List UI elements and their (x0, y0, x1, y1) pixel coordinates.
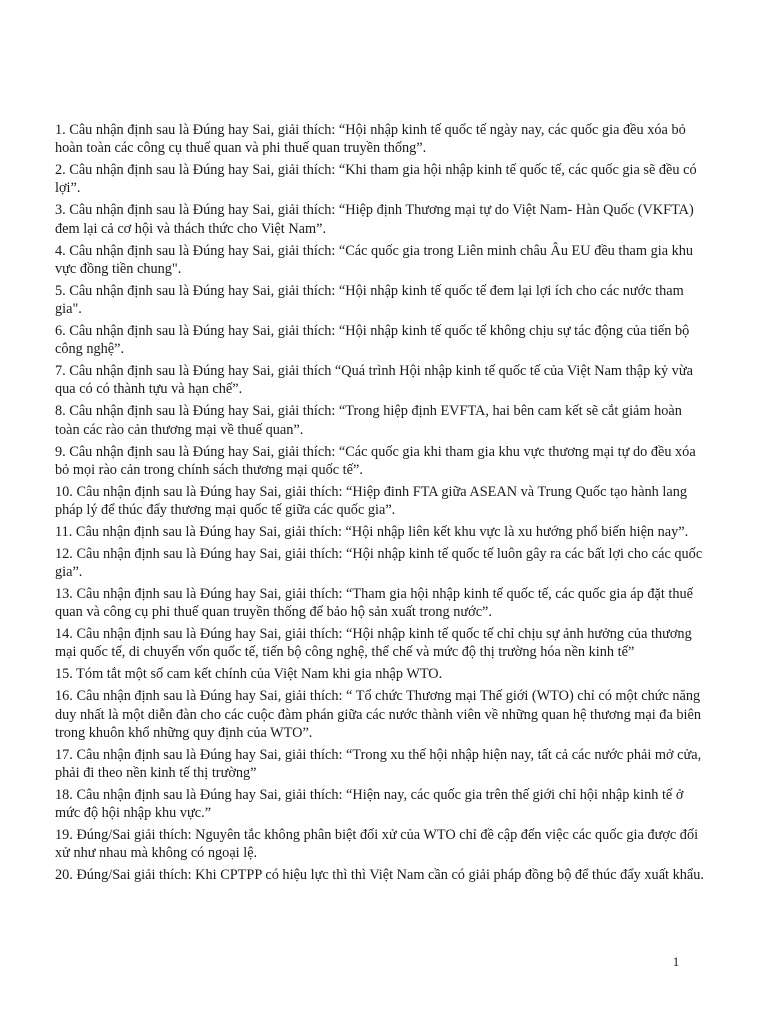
question-item-10: 10. Câu nhận định sau là Đúng hay Sai, giải thích: “Hiệp đinh FTA giữa ASEAN và Trung Quốc tạo hành lang pháp lý để thúc đẩy thương mại quốc tế giữa các quốc gia”. (55, 483, 688, 518)
page-number: 1 (672, 954, 680, 969)
question-item-3: 3. Câu nhận định sau là Đúng hay Sai, giải thích: “Hiệp định Thương mại tự do Việt Nam- Hàn Quốc (VKFTA) đem lại cả cơ hội và thách thức cho Việt Nam”. (55, 202, 694, 237)
question-item-9: 9. Câu nhận định sau là Đúng hay Sai, giải thích: “Các quốc gia khi tham gia khu vực thương mại tự do đều xóa bỏ mọi rào cản trong chính sách thương mại quốc tế”. (55, 443, 696, 478)
question-item-15: 15. Tóm tắt một số cam kết chính của Việt Nam khi gia nhập WTO. (55, 666, 443, 683)
question-item-11: 11. Câu nhận định sau là Đúng hay Sai, giải thích: “Hội nhập liên kết khu vực là xu hướng phổ biến hiện nay”. (55, 523, 689, 540)
question-item-16: 16. Câu nhận định sau là Đúng hay Sai, giải thích: “ Tổ chức Thương mại Thế giới (WTO) chỉ có một chức năng duy nhất là một diễn đàn cho các cuộc đàm phán giữa các nước thành viên về những quan hệ thương mại đa biên trong khuôn khổ những quy định của WTO”. (55, 688, 701, 741)
question-item-18: 18. Câu nhận định sau là Đúng hay Sai, giải thích: “Hiện nay, các quốc gia trên thế giới chỉ hội nhập kinh tế ở mức độ hội nhập khu vực.” (55, 786, 684, 822)
question-item-6: 6. Câu nhận định sau là Đúng hay Sai, giải thích: “Hội nhập kinh tế quốc tế không chịu sự tác động của tiến bộ công nghệ”. (55, 322, 690, 358)
question-item-13: 13. Câu nhận định sau là Đúng hay Sai, giải thích: “Tham gia hội nhập kinh tế quốc tế, các quốc gia áp đặt thuế quan và công cụ phi thuế quan truyền thống để bảo hộ sản xuất trong nước”. (55, 585, 694, 621)
question-item-5: 5. Câu nhận định sau là Đúng hay Sai, giải thích: “Hội nhập kinh tế quốc tế đem lại lợi ích cho các nước tham gia". (55, 282, 684, 318)
question-item-19: 19. Đúng/Sai giải thích: Nguyên tắc không phân biệt đối xử của WTO chỉ đề cập đến việc các quốc gia được đối xử như nhau mà không có ngoại lệ. (55, 827, 699, 862)
question-item-14: 14. Câu nhận định sau là Đúng hay Sai, giải thích: “Hội nhập kinh tế quốc tế chỉ chịu sự ảnh hưởng của thương mại quốc tế, di chuyển vốn quốc tế, tiến bộ công nghệ, thể chế và mức độ thị trường hóa nền kinh tế” (55, 626, 692, 661)
question-list (55, 121, 705, 888)
question-item-4: 4. Câu nhận định sau là Đúng hay Sai, giải thích: “Các quốc gia trong Liên minh châu Âu EU đều tham gia khu vực đồng tiền chung". (55, 242, 694, 277)
question-item-17: 17. Câu nhận định sau là Đúng hay Sai, giải thích: “Trong xu thế hội nhập hiện nay, tất cả các nước phải mở cửa, phải đi theo nền kinh tế thị trường” (55, 746, 702, 781)
question-item-2: 2. Câu nhận định sau là Đúng hay Sai, giải thích: “Khi tham gia hội nhập kinh tế quốc tế, các quốc gia sẽ đều có lợi”. (55, 162, 697, 197)
question-item-20: 20. Đúng/Sai giải thích: Khi CPTPP có hiệu lực thì thì Việt Nam cần có giải pháp đồng bộ để thúc đẩy xuất khẩu. (55, 867, 704, 884)
question-item-1: 1. Câu nhận định sau là Đúng hay Sai, giải thích: “Hội nhập kinh tế quốc tế ngày nay, các quốc gia đều xóa bỏ hoàn toàn các công cụ thuế quan và phi thuế quan truyền thống”. (55, 122, 686, 157)
question-item-7: 7. Câu nhận định sau là Đúng hay Sai, giải thích “Quá trình Hội nhập kinh tế quốc tế của Việt Nam thập kỷ vừa qua có có thành tựu và hạn chế”. (55, 363, 693, 398)
question-item-8: 8. Câu nhận định sau là Đúng hay Sai, giải thích: “Trong hiệp định EVFTA, hai bên cam kết sẽ cắt giảm hoàn toàn các rào cản thương mại về thuế quan”. (55, 403, 682, 438)
question-item-12: 12. Câu nhận định sau là Đúng hay Sai, giải thích: “Hội nhập kinh tế quốc tế luôn gây ra các bất lợi cho các quốc gia”. (55, 545, 703, 581)
